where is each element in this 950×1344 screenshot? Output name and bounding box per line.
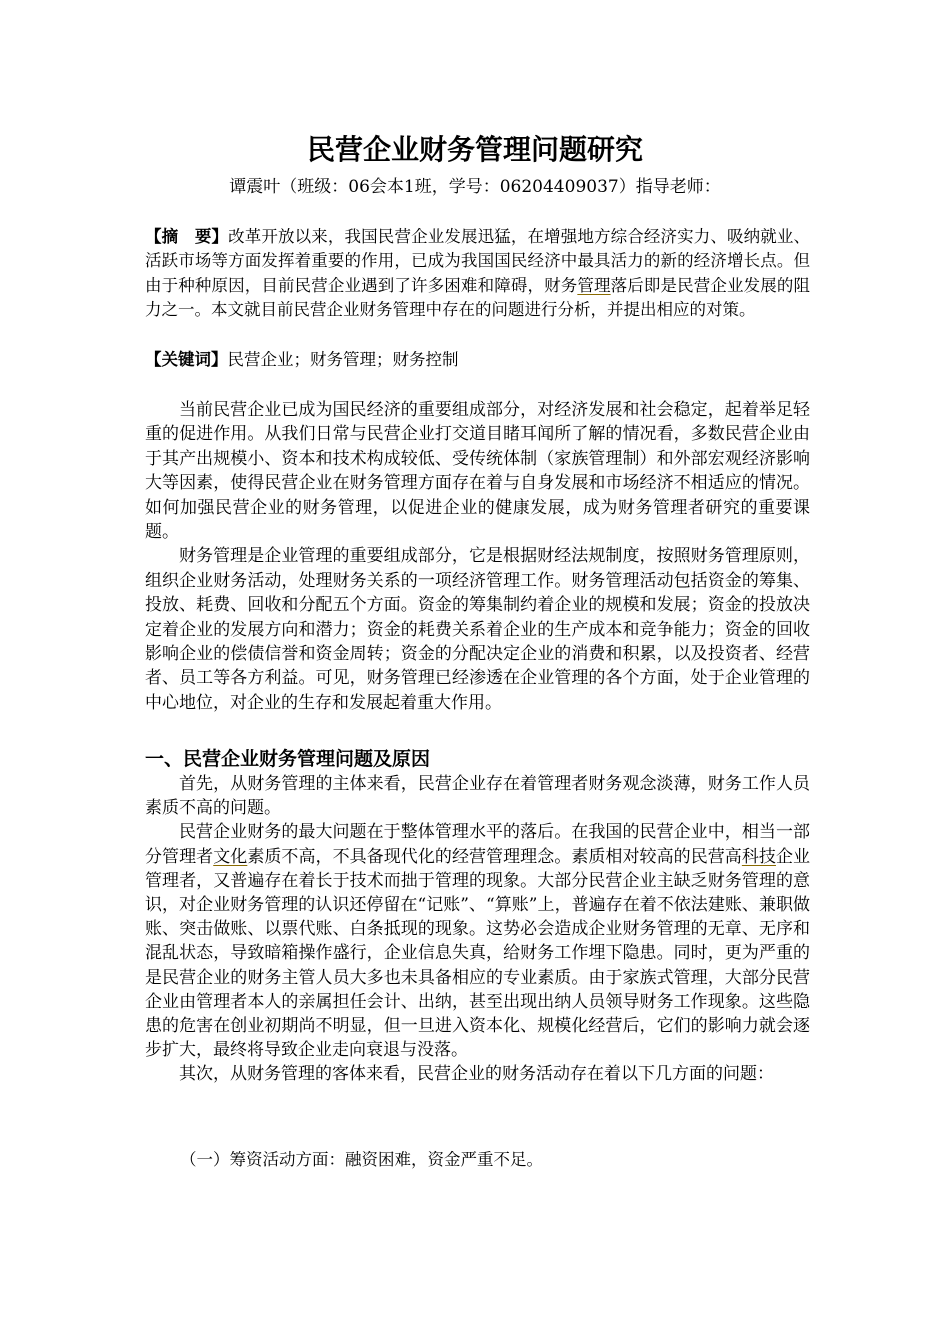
section-paragraph: 首先，从财务管理的主体来看，民营企业存在着管理者财务观念淡薄，财务工作人员素质不高的问题。 [145,774,810,819]
intro-section [145,398,810,715]
section-heading: 一、民营企业财务管理问题及原因 [145,748,431,770]
keywords-label: 【关键词】 [145,350,228,369]
abstract [145,225,810,323]
intro-paragraph: 当前民营企业已成为国民经济的重要组成部分，对经济发展和社会稳定，起着举足轻重的促进作用。从我们日常与民营企业打交道目睹耳闻所了解的情况看，多数民营企业由于其产出规模小、资本和技术构成较低、受传统体制（家族管理制）和外部宏观经济影响大等因素，使得民营企业在财务管理方面存在着与自身发展和市场经济不相适应的情况。如何加强民营企业的财务管理，以促进企业的健康发展，成为财务管理者研究的重要课题。 [145,400,810,543]
abstract-text-2: 落后即是民营企业发展的阻力之一。本文就目前民营企业财务管理中存在的问题进行分析，并提出相应的对策。 [145,275,811,320]
section-paragraph [145,820,810,1062]
keywords-text: 民营企业；财务管理；财务控制 [227,350,459,369]
para-text-3: 企业管理者，又普遍存在着长于技术而拙于管理的现象。大部分民营企业主缺乏财务管理的意识，对企业财务管理的认识还停留在“记账”、“算账”上，普遍存在着不依法建账、兼职做账、突击做账、以票代账、白条抵现的现象。这势必会造成企业财务管理的无章、无序和混乱状态，导致暗箱操作盛行，企业信息失真，给财务工作埋下隐患。同时，更为严重的是民营企业的财务主管人员大多也未具备相应的专业素质。由于家族式管理，大部分民营企业由管理者本人的亲属担任会计、出纳，甚至出现出纳人员领导财务工作现象。这些隐患的危害在创业初期尚不明显，但一旦进入资本化、规模化经营后，它们的影响力就会逐步扩大，最终将导致企业走向衰退与没落。 [145,846,811,1061]
para-text-2: 素质不高，不具备现代化的经营管理理念。素质相对较高的民营高 [247,846,742,867]
author-line: 谭震叶（班级：06会本1班，学号：06204409037）指导老师： [229,177,721,197]
management-link[interactable]: 管理 [577,275,611,295]
abstract-label: 【摘 要】 [145,227,229,246]
para-text-1: 民营企业财务的最大问题在于整体管理水平的落后。在我国的民营企业中，相当一部分管理者 [145,822,810,867]
keywords [145,348,810,372]
culture-link[interactable]: 文化 [213,846,248,867]
section-paragraph: 其次，从财务管理的客体来看，民营企业的财务活动存在着以下几方面的问题： [179,1064,774,1085]
technology-link[interactable]: 科技 [741,846,776,867]
subheading: （一）筹资活动方面：融资困难，资金严重不足。 [180,1150,543,1169]
document-title: 民营企业财务管理问题研究 [306,133,643,166]
section-body [145,772,810,1087]
intro-paragraph: 财务管理是企业管理的重要组成部分，它是根据财经法规制度，按照财务管理原则，组织企业财务活动，处理财务关系的一项经济管理工作。财务管理活动包括资金的筹集、投放、耗费、回收和分配五个方面。资金的筹集制约着企业的规模和发展；资金的投放决定着企业的发展方向和潜力；资金的耗费关系着企业的生产成本和竞争能力；资金的回收影响企业的偿债信誉和资金周转；资金的分配决定企业的消费和积累，以及投资者、经营者、员工等各方利益。可见，财务管理已经渗透在企业管理的各个方面，处于企业管理的中心地位，对企业的生存和发展起着重大作用。 [145,546,810,713]
abstract-text-1: 改革开放以来，我国民营企业发展迅猛，在增强地方综合经济实力、吸纳就业、活跃市场等方面发挥着重要的作用，已成为我国国民经济中最具活力的新的经济增长点。但由于种种原因，目前民营企业遇到了许多困难和障碍，财务 [145,227,811,295]
